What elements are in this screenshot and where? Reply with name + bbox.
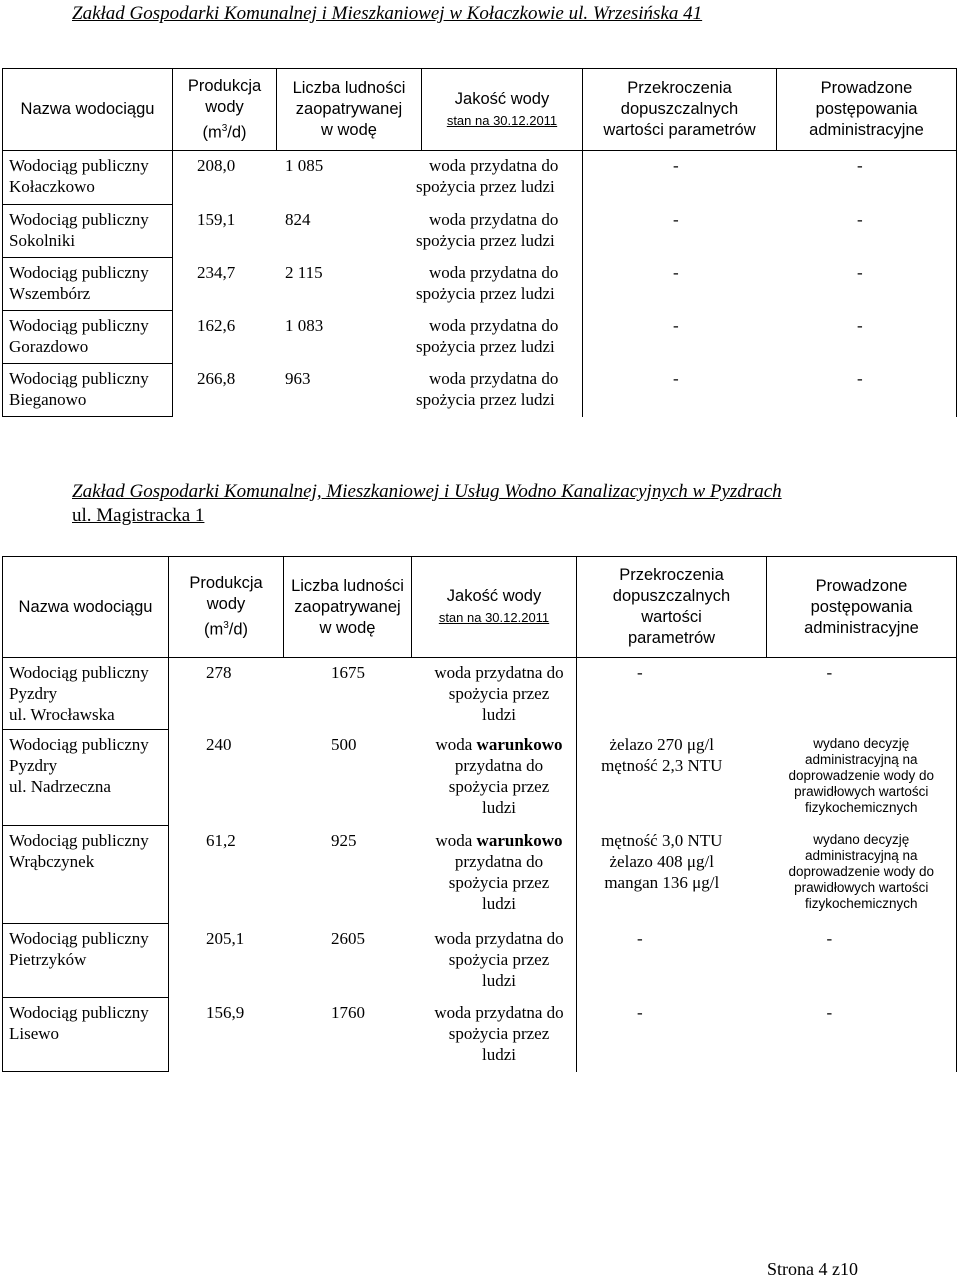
production-value: 208,0 xyxy=(197,156,236,175)
population-value: 1760 xyxy=(331,1002,365,1022)
population-value: 500 xyxy=(331,734,357,754)
waterworks-name xyxy=(3,364,173,417)
quality-line: ludzi xyxy=(482,893,516,913)
name-line: Pyzdry xyxy=(9,684,58,703)
proceeding-line: fizykochemicznych xyxy=(804,895,918,911)
name-line: Wodociąg publiczny xyxy=(9,316,149,335)
population-value: 925 xyxy=(331,830,357,850)
proceeding-line: prawidłowych wartości xyxy=(794,879,929,895)
name-line: Sokolniki xyxy=(9,231,76,250)
quality-line: spożycia przez xyxy=(448,1023,550,1043)
name-line: Wodociąg publiczny xyxy=(9,735,149,754)
header-production: Produkcja wody $(m^3/d)$ xyxy=(173,69,277,151)
quality-line: woda przydatna do xyxy=(429,368,559,388)
exceedance-line: mętność 3,0 NTU xyxy=(601,830,723,850)
exceedances-proceedings xyxy=(583,205,957,258)
population-value: 1675 xyxy=(331,663,365,682)
proceedings xyxy=(767,924,957,998)
proceedings xyxy=(767,730,957,826)
exceedances xyxy=(577,998,767,1072)
proceedings xyxy=(767,658,957,730)
exceedance-line: - xyxy=(637,663,643,682)
exceedance-value: - xyxy=(673,156,679,175)
name-line: Pietrzyków xyxy=(9,950,87,969)
proceeding-value: - xyxy=(857,156,863,175)
proceeding-value: - xyxy=(857,315,863,335)
waterworks-name xyxy=(3,998,169,1072)
quality-line: spożycia przez xyxy=(448,684,550,703)
row-data xyxy=(169,730,577,826)
population-value: 1 083 xyxy=(285,315,324,335)
section2-heading-line2: ul. Magistracka 1 xyxy=(72,505,205,526)
proceeding-line: prawidłowych wartości xyxy=(794,783,929,799)
row-data xyxy=(169,998,577,1072)
quality-line: spożycia przez ludzi xyxy=(416,389,555,409)
exceedance-value: - xyxy=(673,209,679,229)
table-row xyxy=(3,258,957,311)
quality-line: spożycia przez ludzi xyxy=(416,283,555,303)
header-name: Nazwa wodociągu xyxy=(3,557,169,658)
quality-line: woda przydatna do xyxy=(434,663,564,682)
quality-conditional: warunkowo xyxy=(476,734,563,754)
table-row xyxy=(3,311,957,364)
proceedings xyxy=(767,826,957,924)
quality-line: woda przydatna do xyxy=(434,928,564,948)
production-value: 205,1 xyxy=(206,928,245,948)
table-row xyxy=(3,730,957,826)
quality-line: spożycia przez ludzi xyxy=(416,230,555,250)
section2-heading-line1: Zakład Gospodarki Komunalnej, Mieszkaniowej i Usług Wodno Kanalizacyjnych w Pyzdrach xyxy=(72,481,782,502)
row-data xyxy=(173,364,583,417)
header-production: Produkcja wody $(m^3/d)$ xyxy=(169,557,284,658)
production-value: 156,9 xyxy=(206,1002,245,1022)
row-data xyxy=(173,151,583,205)
exceedances xyxy=(577,826,767,924)
name-line: Wszembórz xyxy=(9,284,91,303)
quality-line: ludzi xyxy=(482,705,516,724)
exceedances xyxy=(577,924,767,998)
waterworks-name xyxy=(3,826,169,924)
production-value: 162,6 xyxy=(197,315,236,335)
exceedances-proceedings xyxy=(583,151,957,205)
row-data xyxy=(169,826,577,924)
row-data xyxy=(173,258,583,311)
table-row xyxy=(3,998,957,1072)
header-population: Liczba ludności zaopatrywanej w wodę xyxy=(284,557,412,658)
exceedance-value: - xyxy=(673,262,679,282)
proceeding-line: - xyxy=(826,663,833,682)
proceeding-line: doprowadzenie wody do xyxy=(788,767,935,783)
name-line: Wodociąg publiczny xyxy=(9,156,149,175)
proceeding-line: wydano decyzję xyxy=(813,735,910,751)
page-number: Strona 4 z10 xyxy=(767,1259,858,1279)
name-line: ul. Nadrzeczna xyxy=(9,777,111,796)
name-line: Pyzdry xyxy=(9,756,58,775)
exceedance-line: - xyxy=(637,1002,643,1022)
exceedance-line: żelazo 408 μg/l xyxy=(609,851,714,871)
proceeding-line: administracyjną na xyxy=(804,847,918,863)
name-line: Wodociąg publiczny xyxy=(9,210,149,229)
name-line: Wodociąg publiczny xyxy=(9,663,149,682)
row-data xyxy=(173,311,583,364)
waterworks-name xyxy=(3,151,173,205)
quality-line: spożycia przez ludzi xyxy=(416,336,555,356)
name-line: Wodociąg publiczny xyxy=(9,263,149,282)
waterworks-name xyxy=(3,205,173,258)
production-value: 159,1 xyxy=(197,209,236,229)
table-row xyxy=(3,924,957,998)
header-quality: Jakość wody stan na 30.12.2011 xyxy=(422,69,583,151)
quality-line xyxy=(419,734,579,755)
population-value: 963 xyxy=(285,368,311,388)
waterworks-name xyxy=(3,311,173,364)
header-name: Nazwa wodociągu xyxy=(3,69,173,151)
exceedances-proceedings xyxy=(583,258,957,311)
header-quality: Jakość wody stan na 30.12.2011 xyxy=(412,557,577,658)
production-value: 234,7 xyxy=(197,262,236,282)
name-line: Bieganowo xyxy=(9,390,87,409)
proceeding-line: wydano decyzję xyxy=(813,831,910,847)
waterworks-name xyxy=(3,924,169,998)
quality-word: woda xyxy=(435,734,477,754)
population-value: 2605 xyxy=(331,928,365,948)
proceeding-line: administracyjną na xyxy=(804,751,918,767)
table-row xyxy=(3,151,957,205)
quality-line: woda przydatna do xyxy=(429,262,559,282)
quality-line: spożycia przez ludzi xyxy=(416,177,555,196)
production-value: 278 xyxy=(206,663,232,682)
quality-line: spożycia przez xyxy=(448,949,550,969)
quality-line xyxy=(419,830,579,851)
section2-heading xyxy=(72,480,782,528)
proceeding-value: - xyxy=(857,262,863,282)
header-exceedances: Przekroczenia dopuszczalnych wartości parametrów xyxy=(583,69,777,151)
quality-line: spożycia przez xyxy=(448,872,550,892)
name-line: Wrąbczynek xyxy=(9,852,95,871)
table-pyzdry xyxy=(2,556,957,1072)
name-line: ul. Wrocławska xyxy=(9,705,115,724)
exceedances xyxy=(577,658,767,730)
header-proceedings: Prowadzone postępowania administracyjne xyxy=(777,69,957,151)
production-value: 266,8 xyxy=(197,368,236,388)
exceedance-value: - xyxy=(673,315,679,335)
table-row xyxy=(3,826,957,924)
quality-line: woda przydatna do xyxy=(429,156,559,175)
section1-heading: Zakład Gospodarki Komunalnej i Mieszkaniowej w Kołaczkowie ul. Wrzesińska 41 xyxy=(72,3,703,24)
exceedance-line: mętność 2,3 NTU xyxy=(601,755,723,775)
row-data xyxy=(169,924,577,998)
name-line: Wodociąg publiczny xyxy=(9,369,149,388)
production-value: 61,2 xyxy=(206,830,236,850)
table-row xyxy=(3,364,957,417)
exceedances-proceedings xyxy=(583,311,957,364)
exceedance-line: żelazo 270 μg/l xyxy=(609,734,714,754)
population-value: 824 xyxy=(285,209,311,229)
quality-word: woda xyxy=(435,830,477,850)
population-value: 1 085 xyxy=(285,156,324,175)
table-kolaczkowo xyxy=(2,68,957,417)
row-data xyxy=(173,205,583,258)
quality-line: ludzi xyxy=(482,797,516,817)
proceeding-value: - xyxy=(857,209,863,229)
row-data xyxy=(169,658,577,730)
name-line: Gorazdowo xyxy=(9,337,89,356)
exceedances xyxy=(577,730,767,826)
proceeding-line: - xyxy=(826,1002,833,1022)
proceeding-value: - xyxy=(857,368,863,388)
table-row xyxy=(3,658,957,730)
name-line: Wodociąg publiczny xyxy=(9,929,149,948)
exceedance-line: mangan 136 μg/l xyxy=(604,872,720,892)
exceedance-value: - xyxy=(673,368,679,388)
quality-line: ludzi xyxy=(482,1044,516,1064)
quality-line: woda przydatna do xyxy=(429,315,559,335)
table-row xyxy=(3,205,957,258)
name-line: Kołaczkowo xyxy=(9,177,95,196)
quality-line: przydatna do xyxy=(454,755,544,775)
exceedances-proceedings xyxy=(583,364,957,417)
proceeding-line: doprowadzenie wody do xyxy=(788,863,935,879)
header-exceedances: Przekroczenia dopuszczalnych wartości parametrów xyxy=(577,557,767,658)
population-value: 2 115 xyxy=(285,262,323,282)
exceedance-line: - xyxy=(637,928,643,948)
waterworks-name xyxy=(3,730,169,826)
name-line: Wodociąg publiczny xyxy=(9,1003,149,1022)
proceedings xyxy=(767,998,957,1072)
quality-conditional: warunkowo xyxy=(476,830,563,850)
quality-line: przydatna do xyxy=(454,851,544,871)
name-line: Wodociąg publiczny xyxy=(9,831,149,850)
quality-line: spożycia przez xyxy=(448,776,550,796)
waterworks-name xyxy=(3,658,169,730)
quality-line: woda przydatna do xyxy=(429,209,559,229)
proceeding-line: fizykochemicznych xyxy=(804,799,918,815)
proceeding-line: - xyxy=(826,928,833,948)
header-population: Liczba ludności zaopatrywanej w wodę xyxy=(277,69,422,151)
quality-line: ludzi xyxy=(482,970,516,990)
quality-line: woda przydatna do xyxy=(434,1002,564,1022)
header-proceedings: Prowadzone postępowania administracyjne xyxy=(767,557,957,658)
waterworks-name xyxy=(3,258,173,311)
production-value: 240 xyxy=(206,734,232,754)
name-line: Lisewo xyxy=(9,1024,60,1043)
